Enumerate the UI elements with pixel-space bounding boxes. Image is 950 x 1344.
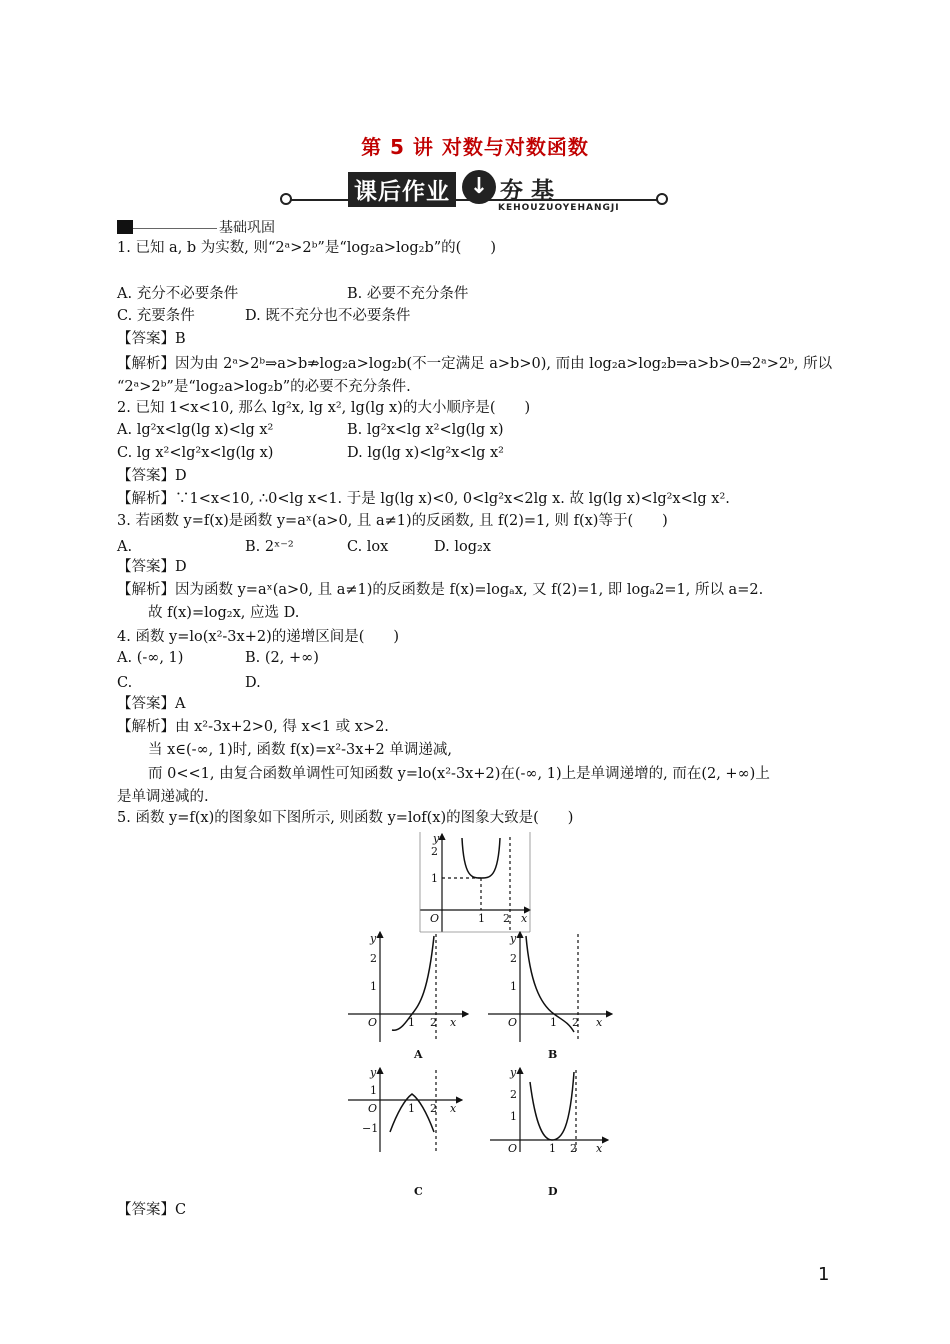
option-c-tick-x-1: 1 xyxy=(408,1102,415,1115)
section-label: 基础巩固 xyxy=(219,220,275,236)
q2-option-c: C. lg x²<lg²x<lg(lg x) xyxy=(117,445,274,461)
banner-homework: 课后作业 xyxy=(348,172,456,207)
banner-arrow-icon: ↓ xyxy=(462,170,496,204)
q3-option-c: C. lox xyxy=(347,539,389,555)
option-b-tick-x-2: 2 xyxy=(572,1016,579,1029)
q3-stem: 3. 若函数 y=f(x)是函数 y=aˣ(a>0, 且 a≠1)的反函数, 且 f(2)=1, 则 f(x)等于( ) xyxy=(117,513,668,529)
q1-stem: 1. 已知 a, b 为实数, 则“2ᵃ>2ᵇ”是“log₂a>log₂b”的( ) xyxy=(117,240,496,256)
q3-option-d: D. log₂x xyxy=(434,539,491,555)
q2-option-b: B. lg²x<lg x²<lg(lg x) xyxy=(347,422,504,438)
q3-analysis-1: 【解析】因为函数 y=aˣ(a>0, 且 a≠1)的反函数是 f(x)=logₐx, 又 f(2)=1, 即 logₐ2=1, 所以 a=2. xyxy=(117,582,764,598)
main-tick-y-2: 2 xyxy=(431,845,438,858)
q4-option-c: C. xyxy=(117,675,133,691)
q5-stem: 5. 函数 y=f(x)的图象如下图所示, 则函数 y=lof(x)的图象大致是( ) xyxy=(117,810,574,826)
option-a-origin: O xyxy=(368,1016,378,1029)
option-c-origin: O xyxy=(368,1102,378,1115)
section-heading xyxy=(117,217,275,237)
q5-figure xyxy=(340,832,620,1202)
option-b-tick-x-1: 1 xyxy=(550,1016,557,1029)
option-d-y-label: y xyxy=(510,1066,517,1079)
option-c-tick-y-neg1: −1 xyxy=(362,1122,379,1135)
q4-option-b: B. (2, +∞) xyxy=(245,650,319,666)
main-tick-y-1: 1 xyxy=(431,872,438,885)
option-b-x-label: x xyxy=(596,1016,603,1029)
option-a-tick-x-1: 1 xyxy=(408,1016,415,1029)
option-b-y-label: y xyxy=(510,932,517,945)
option-d-origin: O xyxy=(508,1142,518,1155)
option-c-y-label: y xyxy=(370,1066,377,1079)
option-c-label: C xyxy=(414,1185,423,1198)
option-d-tick-y-2: 2 xyxy=(510,1088,517,1101)
q4-analysis-4: 是单调递减的. xyxy=(117,789,209,805)
q4-analysis-2: 当 x∈(-∞, 1)时, 函数 f(x)=x²-3x+2 单调递减, xyxy=(148,742,452,758)
option-a-tick-y-1: 1 xyxy=(370,980,377,993)
option-b-tick-y-2: 2 xyxy=(510,952,517,965)
option-d-label: D xyxy=(548,1185,558,1198)
main-tick-x-2: 2 xyxy=(503,912,510,925)
q1-option-d: D. 既不充分也不必要条件 xyxy=(245,308,411,324)
q4-stem: 4. 函数 y=lo(x²-3x+2)的递增区间是( ) xyxy=(117,629,400,645)
option-b-label: B xyxy=(548,1048,558,1061)
main-tick-x-1: 1 xyxy=(478,912,485,925)
q5-answer: 【答案】C xyxy=(117,1202,187,1218)
option-d-tick-y-1: 1 xyxy=(510,1110,517,1123)
q2-option-a: A. lg²x<lg(lg x)<lg x² xyxy=(117,422,274,438)
option-a-label: A xyxy=(414,1048,423,1061)
option-d-x-label: x xyxy=(596,1142,603,1155)
q3-analysis-2: 故 f(x)=log₂x, 应选 D. xyxy=(148,605,300,621)
section-rule xyxy=(133,228,217,229)
page-number: 1 xyxy=(818,1264,830,1285)
option-a-tick-y-2: 2 xyxy=(370,952,377,965)
option-c-x-label: x xyxy=(450,1102,457,1115)
option-b-tick-y-1: 1 xyxy=(510,980,517,993)
banner-pinyin: KEHOUZUOYEHANGJI xyxy=(498,203,620,213)
option-c-tick-x-2: 2 xyxy=(430,1102,437,1115)
page-title: 第 5 讲 对数与对数函数 xyxy=(361,135,589,159)
main-y-label: y xyxy=(433,832,440,845)
q2-option-d: D. lg(lg x)<lg²x<lg x² xyxy=(347,445,504,461)
option-c-tick-y-1: 1 xyxy=(370,1084,377,1097)
banner-dot-left xyxy=(280,193,292,205)
option-d-curve xyxy=(530,1072,574,1140)
option-a-tick-x-2: 2 xyxy=(430,1016,437,1029)
q4-analysis-3: 而 0<<1, 由复合函数单调性可知函数 y=lo(x²-3x+2)在(-∞, 1)上是单调递增的, 而在(2, +∞)上 xyxy=(148,766,770,782)
q1-analysis-2: “2ᵃ>2ᵇ”是“log₂a>log₂b”的必要不充分条件. xyxy=(117,379,411,395)
main-curve xyxy=(462,838,500,878)
q3-option-a: A. xyxy=(117,539,133,555)
q1-answer: 【答案】B xyxy=(117,331,186,347)
option-d-tick-x-2: 2 xyxy=(570,1142,577,1155)
main-origin: O xyxy=(430,912,440,925)
option-a-x-label: x xyxy=(450,1016,457,1029)
square-marker-icon xyxy=(117,220,133,234)
q3-option-b: B. 2ˣ⁻² xyxy=(245,539,294,555)
option-d-tick-x-1: 1 xyxy=(549,1142,556,1155)
banner-dot-right xyxy=(656,193,668,205)
q4-analysis-1: 【解析】由 x²-3x+2>0, 得 x<1 或 x>2. xyxy=(117,719,389,735)
q4-option-d: D. xyxy=(245,675,261,691)
q2-answer: 【答案】D xyxy=(117,468,187,484)
q4-option-a: A. (-∞, 1) xyxy=(117,650,184,666)
q1-option-b: B. 必要不充分条件 xyxy=(347,286,469,302)
q2-stem: 2. 已知 1<x<10, 那么 lg²x, lg x², lg(lg x)的大小顺序是( ) xyxy=(117,400,531,416)
q1-option-a: A. 充分不必要条件 xyxy=(117,286,239,302)
q2-analysis: 【解析】∵1<x<10, ∴0<lg x<1. 于是 lg(lg x)<0, 0<lg²x<2lg x. 故 lg(lg x)<lg²x<lg x². xyxy=(117,491,730,507)
q1-option-c: C. 充要条件 xyxy=(117,308,195,324)
q3-answer: 【答案】D xyxy=(117,559,187,575)
banner-foundation: 夯 基 xyxy=(500,178,555,204)
option-b-origin: O xyxy=(508,1016,518,1029)
option-a-y-label: y xyxy=(370,932,377,945)
main-x-label: x xyxy=(521,912,528,925)
q4-answer: 【答案】A xyxy=(117,696,186,712)
q1-analysis-1: 【解析】因为由 2ᵃ>2ᵇ⇒a>b⇏log₂a>log₂b(不一定满足 a>b>0), 而由 log₂a>log₂b⇒a>b>0⇒2ᵃ>2ᵇ, 所以 xyxy=(117,356,833,372)
